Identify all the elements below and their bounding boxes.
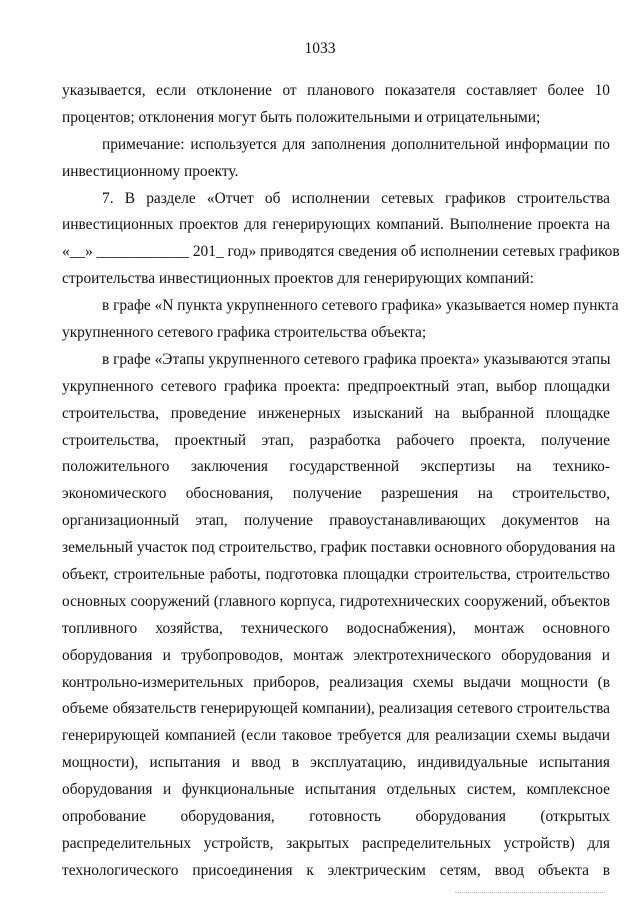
- text-line: опробование оборудования, готовность оборудования (открытых: [62, 808, 610, 826]
- text-line: примечание: используется для заполнения дополнительной информации по: [102, 135, 610, 153]
- text-line: указывается, если отклонение от планового показателя составляет более 10: [62, 82, 610, 99]
- text-line: процентов; отклонения могут быть положительными и отрицательными;: [62, 108, 541, 126]
- text-line: технологического присоединения к электрическим сетям, ввод объекта в: [62, 861, 610, 879]
- text-line: строительства, проектный этап, разработка рабочего проекта, получение: [62, 431, 610, 449]
- text-line: организационный этап, получение правоустанавливающих документов на: [62, 512, 610, 530]
- text-line: инвестиционному проекту.: [62, 162, 239, 180]
- text-line: в графе «N пункта укрупненного сетевого графика» указывается номер пункта: [102, 297, 619, 315]
- text-line: строительства, проведение инженерных изысканий на выбранной площадке: [62, 404, 610, 422]
- text-line: в графе «Этапы укрупненного сетевого графика проекта» указываются этапы: [102, 350, 611, 368]
- text-line: инвестиционных проектов для генерирующих компаний. Выполнение проекта на: [62, 216, 610, 234]
- text-line: оборудования и функциональные испытания отдельных систем, комплексное: [62, 781, 610, 799]
- text-line: экономического обоснования, получение разрешения на строительство,: [62, 485, 610, 503]
- text-line: распределительных устройств, закрытых распределительных устройств) для: [62, 834, 610, 852]
- text-line: мощности), испытания и ввод в эксплуатацию, индивидуальные испытания: [62, 754, 610, 772]
- text-line: контрольно-измерительных приборов, реализация схемы выдачи мощности (в: [62, 673, 610, 691]
- text-line: топливного хозяйства, технического водоснабжения), монтаж основного: [62, 619, 610, 637]
- text-line: 7. В разделе «Отчет об исполнении сетевых графиков строительства: [102, 189, 610, 207]
- text-line: объеме обязательств генерирующей компании), реализация сетевого строительства: [62, 700, 610, 718]
- text-line: основных сооружений (главного корпуса, гидротехнических сооружений, объектов: [62, 592, 610, 610]
- text-line: оборудования и трубопроводов, монтаж электротехнического оборудования и: [62, 646, 610, 664]
- text-line: укрупненного сетевого графика проекта: предпроектный этап, выбор площадки: [62, 377, 610, 395]
- text-line: укрупненного сетевого графика строительства объекта;: [62, 324, 427, 342]
- document-body: [62, 78, 620, 885]
- text-line: земельный участок под строительство, график поставки основного оборудования на: [62, 539, 616, 557]
- text-line: объект, строительные работы, подготовка площадки строительства, строительство: [62, 566, 610, 584]
- text-line: положительного заключения государственной экспертизы на технико-: [62, 458, 610, 476]
- scan-artifact-line: [455, 892, 605, 895]
- text-line: генерирующей компанией (если таковое требуется для реализации схемы выдачи: [62, 727, 610, 745]
- page-number: 1033: [304, 40, 336, 57]
- text-line: «__» ____________ 201_ год» приводятся сведения об исполнении сетевых графиков: [62, 243, 620, 261]
- text-line: строительства инвестиционных проектов для генерирующих компаний:: [62, 270, 534, 288]
